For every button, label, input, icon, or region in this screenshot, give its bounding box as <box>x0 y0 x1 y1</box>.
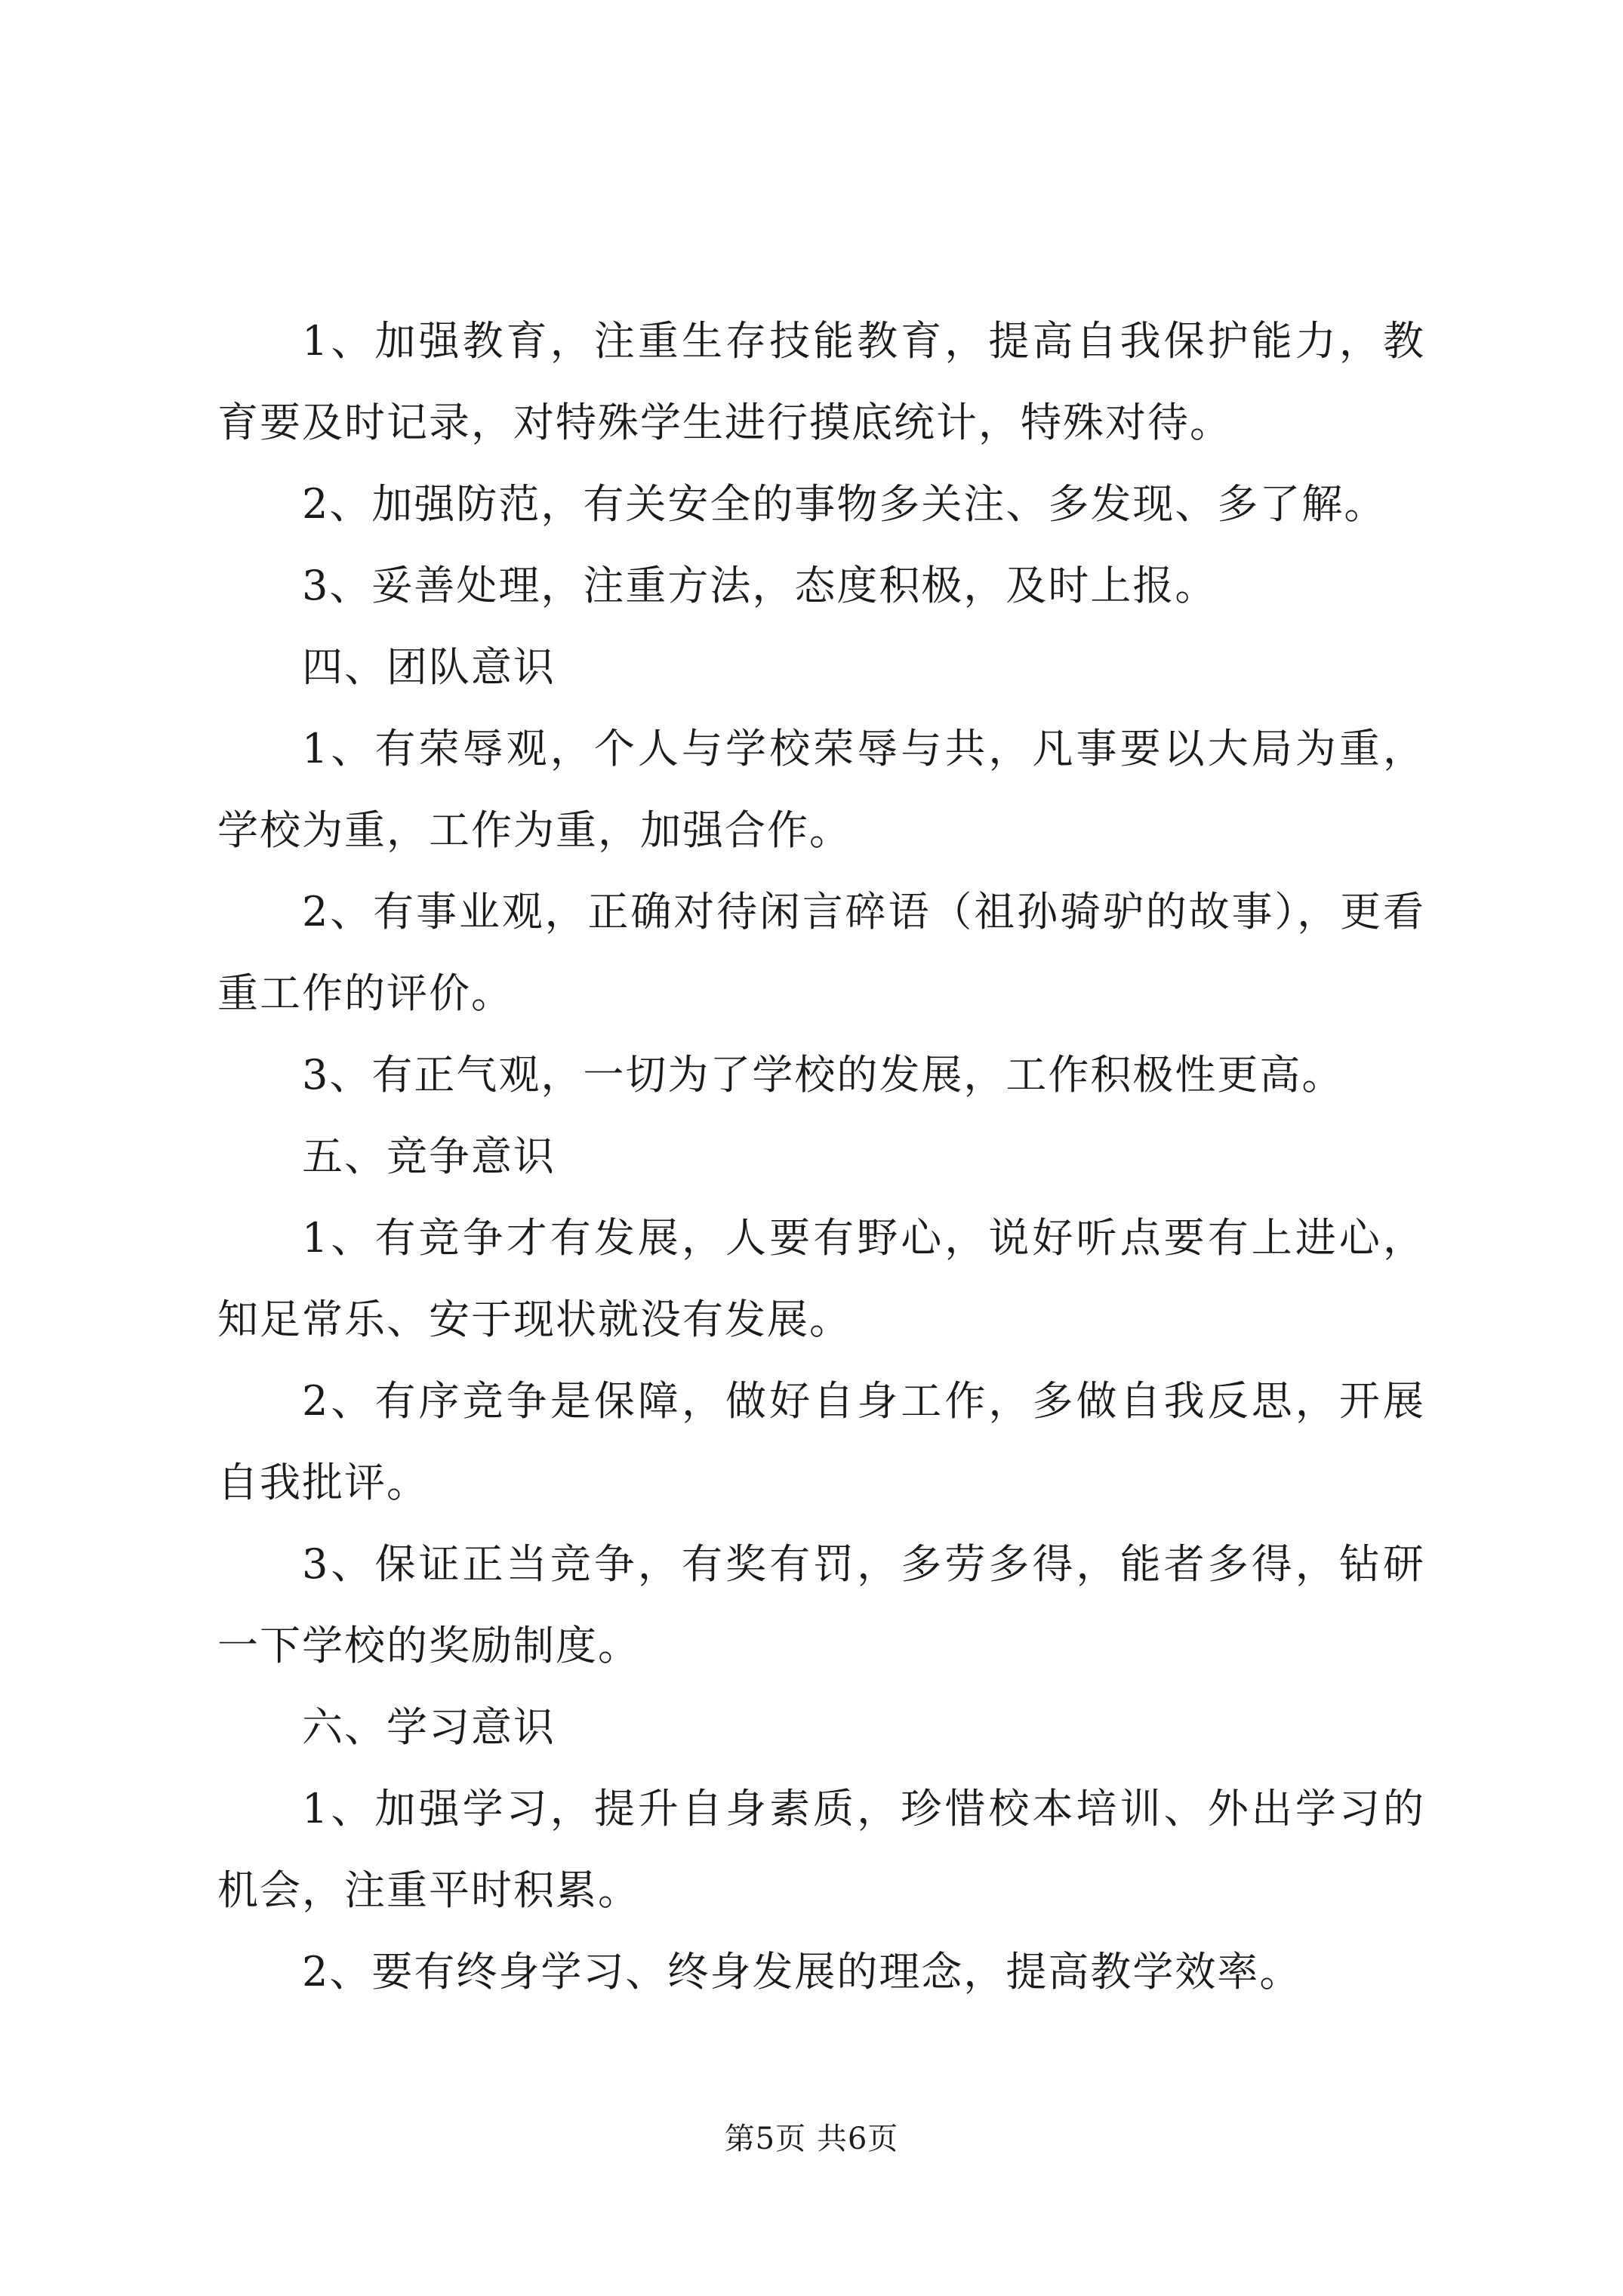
document-body <box>217 300 1425 2013</box>
paragraph-team-1: 1、有荣辱观，个人与学校荣辱与共，凡事要以大局为重，学校为重，工作为重，加强合作。 <box>217 725 1425 854</box>
paragraph-competition-1: 1、有竞争才有发展，人要有野心，说好听点要有上进心，知足常乐、安于现状就没有发展。 <box>217 1214 1425 1343</box>
paragraph-safety-2: 2、加强防范，有关安全的事物多关注、多发现、多了解。 <box>302 480 1387 528</box>
section-heading-team: 四、团队意识 <box>302 643 556 691</box>
paragraph-learning-1: 1、加强学习，提升自身素质，珍惜校本培训、外出学习的机会，注重平时积累。 <box>217 1785 1425 1914</box>
paragraph-competition-2: 2、有序竞争是保障，做好自身工作，多做自我反思，开展自我批评。 <box>217 1377 1425 1506</box>
paragraph-competition-3: 3、保证正当竞争，有奖有罚，多劳多得，能者多得，钻研一下学校的奖励制度。 <box>217 1540 1425 1669</box>
section-heading-learning: 六、学习意识 <box>302 1703 556 1751</box>
page-footer: 第5页 共6页 <box>724 2122 899 2156</box>
paragraph-safety-1: 1、加强教育，注重生存技能教育，提高自我保护能力，教育要及时记录，对特殊学生进行摸底统计，特殊对待。 <box>217 317 1425 446</box>
paragraph-team-2: 2、有事业观，正确对待闲言碎语（祖孙骑驴的故事），更看重工作的评价。 <box>217 888 1425 1017</box>
paragraph-team-3: 3、有正气观，一切为了学校的发展，工作积极性更高。 <box>302 1051 1344 1099</box>
paragraph-learning-2: 2、要有终身学习、终身发展的理念，提高教学效率。 <box>302 1948 1302 1996</box>
section-heading-competition: 五、竞争意识 <box>302 1133 556 1180</box>
paragraph-safety-3: 3、妥善处理，注重方法，态度积极，及时上报。 <box>302 562 1218 609</box>
